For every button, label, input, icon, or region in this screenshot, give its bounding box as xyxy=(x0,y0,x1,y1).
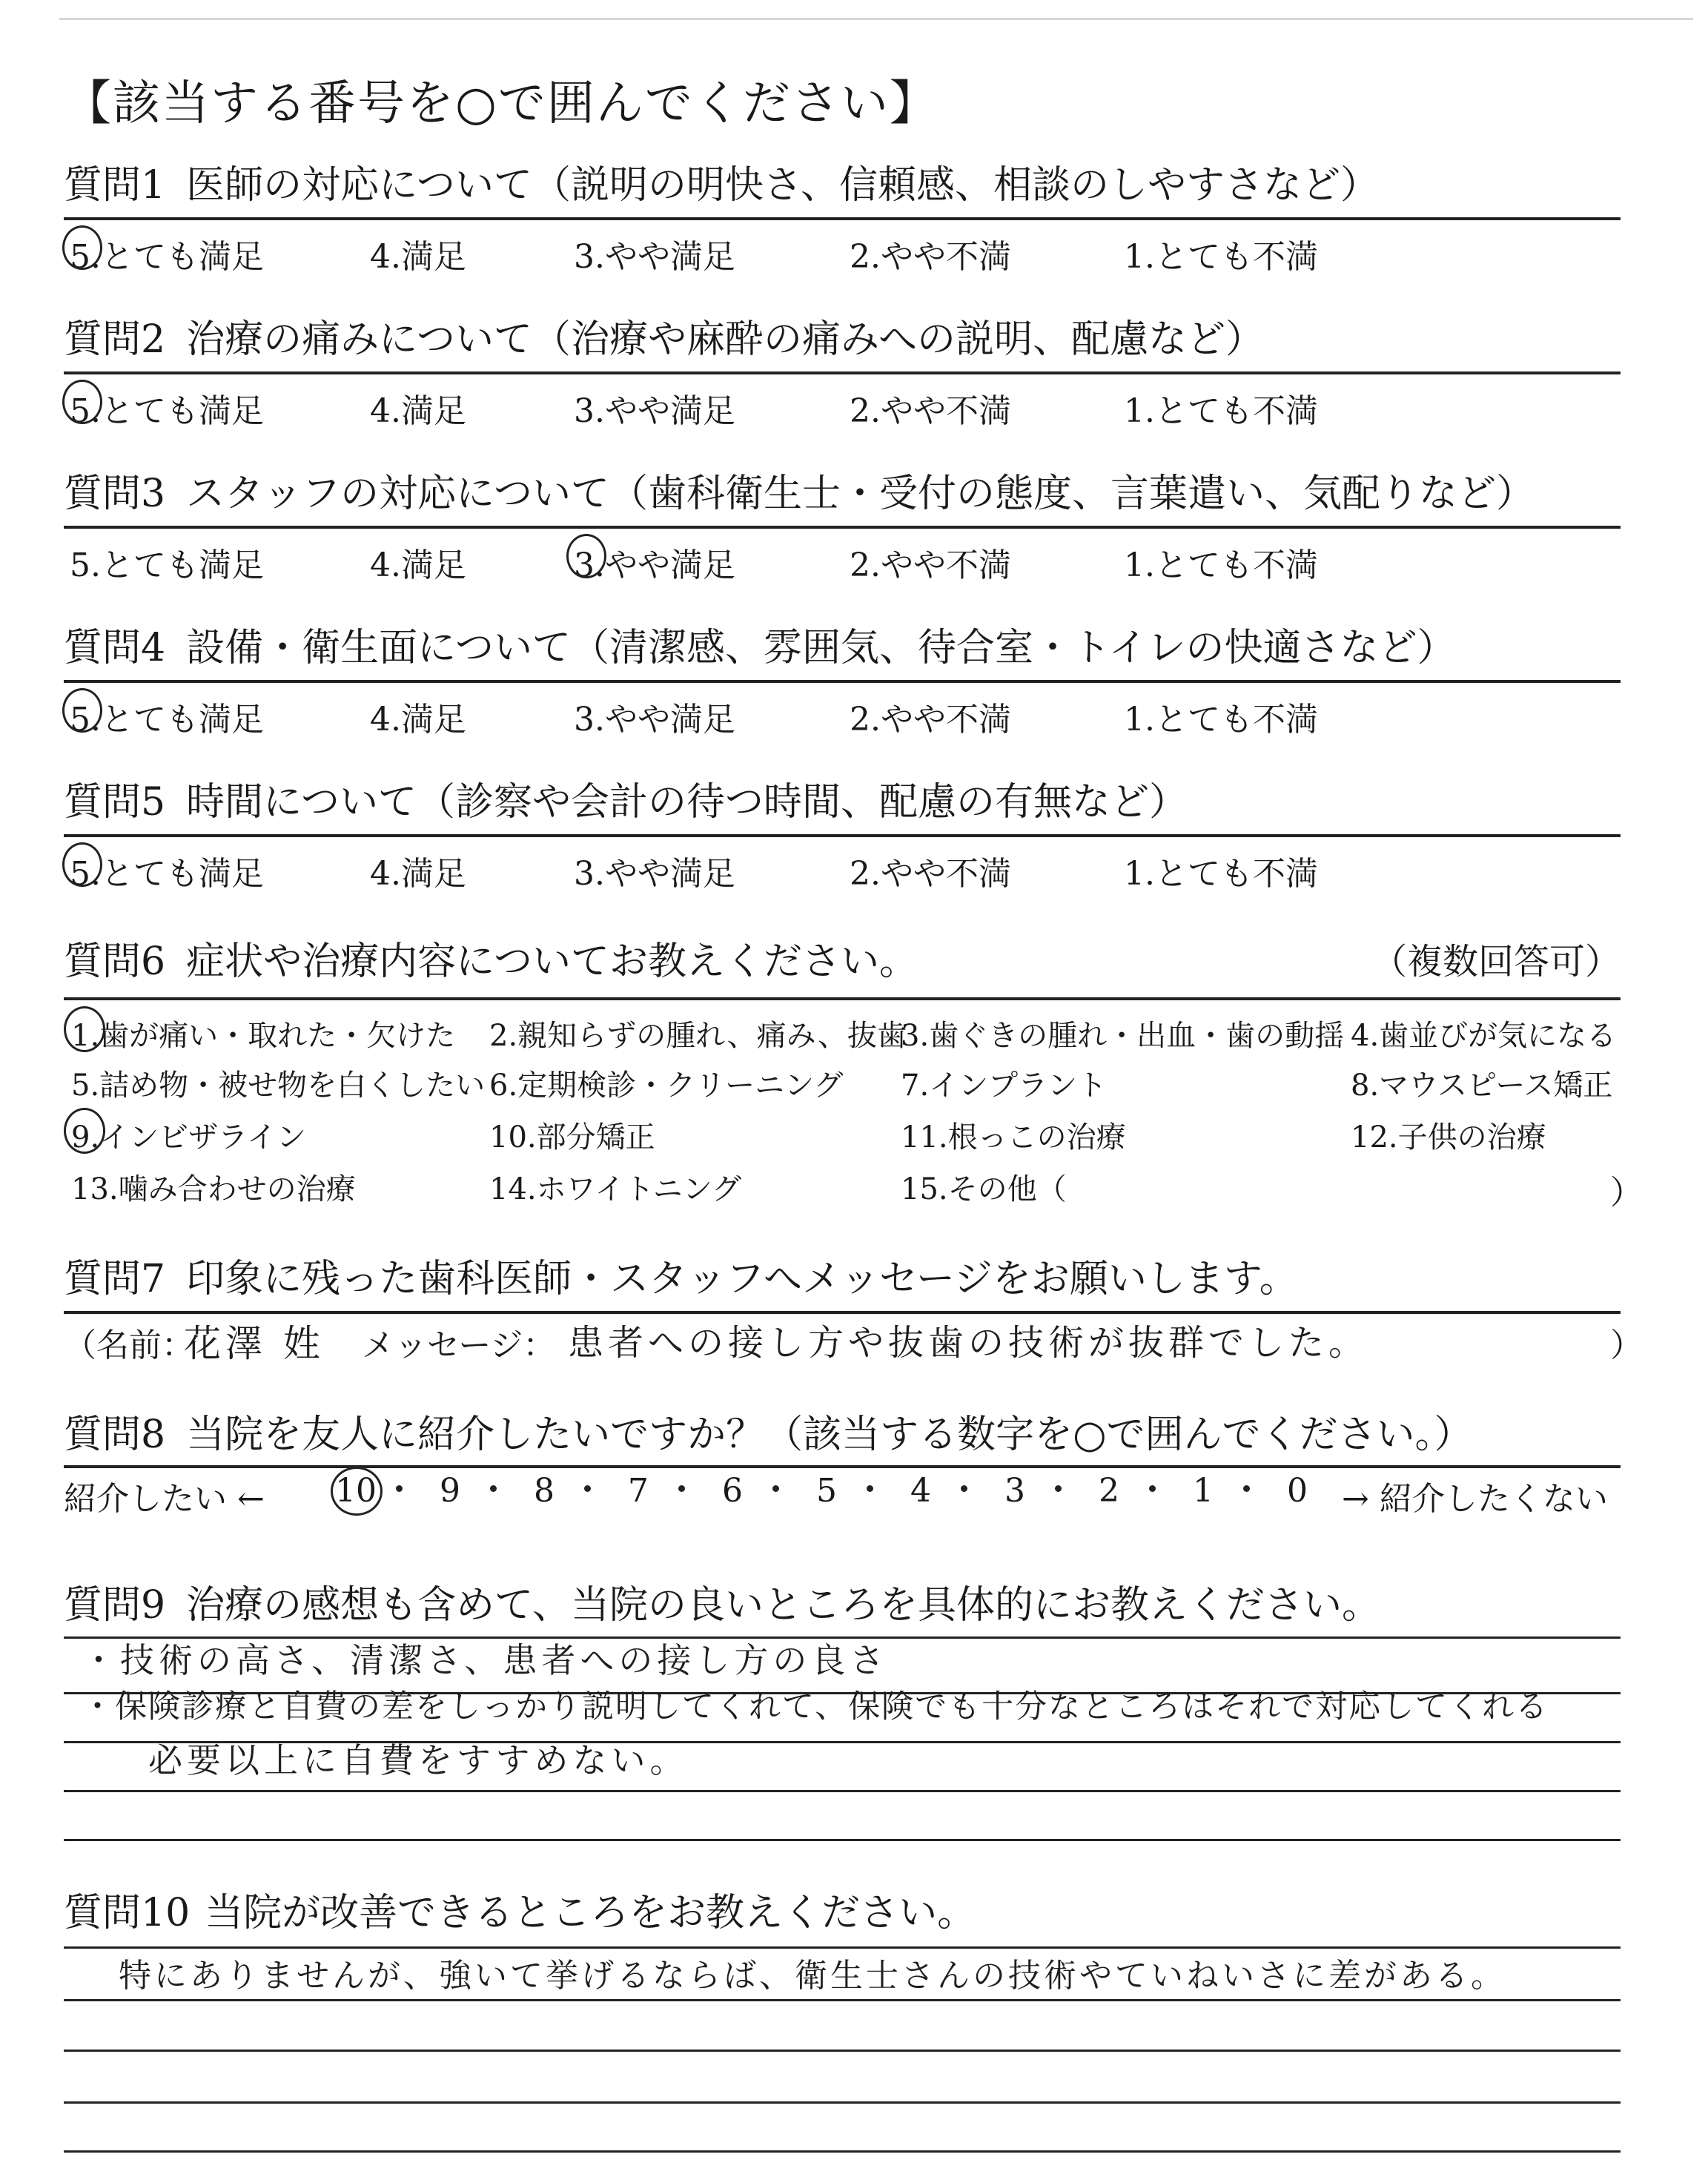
symptom-option-1[interactable]: 1.歯が痛い・取れた・欠けた xyxy=(71,1019,456,1053)
question-6-rule xyxy=(64,997,1621,1000)
question-7 xyxy=(64,1253,1621,1305)
question-3-rule xyxy=(64,526,1621,529)
good-points-line-1[interactable]: ・技術の高さ、清潔さ、患者への接し方の良さ xyxy=(82,1640,889,1680)
question-1 xyxy=(64,159,1621,211)
symptom-option-6[interactable]: 6.定期検診・クリーニング xyxy=(489,1069,844,1103)
rating-option-5[interactable]: 5.とても満足 xyxy=(70,855,264,893)
scale-separator-dot xyxy=(867,1485,873,1492)
question-text: 治療の痛みについて（治療や麻酔の痛みへの説明、配慮など） xyxy=(186,317,1265,362)
rating-option-3[interactable]: 3.やや満足 xyxy=(574,546,735,584)
question-5-rule xyxy=(64,834,1621,837)
rating-option-3[interactable]: 3.やや満足 xyxy=(574,855,735,893)
scale-value-0[interactable]: 0 xyxy=(1287,1472,1308,1510)
selected-circle-mark xyxy=(62,380,102,424)
symptom-option-10[interactable]: 10.部分矯正 xyxy=(489,1120,655,1155)
rating-option-5[interactable]: 5.とても満足 xyxy=(70,392,264,430)
scale-separator-dot xyxy=(678,1485,685,1492)
name-value[interactable]: 花澤 姓 xyxy=(184,1322,325,1365)
question-3 xyxy=(64,468,1621,520)
rating-option-5[interactable]: 5.とても満足 xyxy=(70,701,264,739)
scale-right-label: → 紹介したくない xyxy=(1342,1480,1608,1518)
rating-option-1[interactable]: 1.とても不満 xyxy=(1124,392,1318,430)
selected-circle-mark xyxy=(62,225,102,270)
rating-option-3[interactable]: 3.やや満足 xyxy=(574,701,735,739)
multiple-answers-note: （複数回答可） xyxy=(1371,941,1621,982)
question-4-rule xyxy=(64,680,1621,683)
rating-option-4[interactable]: 4.満足 xyxy=(370,392,466,430)
good-points-line-3[interactable]: 必要以上に自費をすすめない。 xyxy=(148,1740,689,1780)
question-2-rule xyxy=(64,371,1621,374)
answer-rule-line xyxy=(64,2150,1621,2153)
question-10 xyxy=(64,1887,1621,1939)
question-5 xyxy=(64,776,1621,828)
question-number: 質問2 xyxy=(64,317,166,362)
scale-value-1[interactable]: 1 xyxy=(1193,1472,1214,1510)
question-1-rule xyxy=(64,217,1621,220)
selected-circle-mark xyxy=(64,1108,105,1154)
scale-value-10[interactable]: 10 xyxy=(335,1472,377,1510)
question-number: 質問3 xyxy=(64,472,166,516)
scale-value-2[interactable]: 2 xyxy=(1099,1472,1119,1510)
question-text: 時間について（診察や会計の待つ時間、配慮の有無など） xyxy=(186,780,1188,825)
rating-option-2[interactable]: 2.やや不満 xyxy=(850,701,1011,739)
rating-option-1[interactable]: 1.とても不満 xyxy=(1124,238,1318,276)
rating-option-4[interactable]: 4.満足 xyxy=(370,855,466,893)
message-value[interactable]: 患者への接し方や抜歯の技術が抜群でした。 xyxy=(568,1322,1369,1364)
answer-rule-line xyxy=(64,1999,1621,2001)
rating-option-4[interactable]: 4.満足 xyxy=(370,701,466,739)
symptom-option-13[interactable]: 13.噛み合わせの治療 xyxy=(71,1172,356,1206)
rating-option-2[interactable]: 2.やや不満 xyxy=(850,546,1011,584)
symptom-option-3[interactable]: 3.歯ぐきの腫れ・出血・歯の動揺 xyxy=(901,1019,1345,1053)
question-6 xyxy=(64,936,1621,988)
answer-rule-line xyxy=(64,1790,1621,1792)
scale-value-9[interactable]: 9 xyxy=(440,1472,460,1510)
symptom-option-15[interactable]: 15.その他（ xyxy=(901,1172,1067,1206)
question-number: 質問6 xyxy=(64,939,166,984)
selected-circle-mark xyxy=(331,1467,383,1516)
selected-circle-mark xyxy=(566,534,606,578)
scale-separator-dot xyxy=(961,1485,967,1492)
answer-rule-line xyxy=(64,1839,1621,1841)
scale-separator-dot xyxy=(1149,1485,1156,1492)
rating-option-5[interactable]: 5.とても満足 xyxy=(70,238,264,276)
rating-option-5[interactable]: 5.とても満足 xyxy=(70,546,264,584)
symptom-option-8[interactable]: 8.マウスピース矯正 xyxy=(1351,1069,1613,1103)
question-number: 質問4 xyxy=(64,626,166,670)
selected-circle-mark xyxy=(64,1006,105,1052)
question-text: 症状や治療内容についてお教えください。 xyxy=(186,939,918,984)
question-text: 治療の感想も含めて、当院の良いところを具体的にお教えください。 xyxy=(186,1583,1381,1628)
scale-separator-dot xyxy=(584,1485,591,1492)
scale-value-4[interactable]: 4 xyxy=(910,1472,931,1510)
rating-option-2[interactable]: 2.やや不満 xyxy=(850,855,1011,893)
scale-value-8[interactable]: 8 xyxy=(534,1472,555,1510)
answer-rule-line xyxy=(64,2101,1621,2104)
question-number: 質問1 xyxy=(64,163,166,208)
question-text: 設備・衛生面について（清潔感、雰囲気、待合室・トイレの快適さなど） xyxy=(186,626,1456,670)
scale-value-5[interactable]: 5 xyxy=(816,1472,837,1510)
rating-option-1[interactable]: 1.とても不満 xyxy=(1124,701,1318,739)
question-number: 質問10 xyxy=(64,1891,191,1935)
good-points-line-2[interactable]: ・保険診療と自費の差をしっかり説明してくれて、保険でも十分なところはそれで対応してくれる xyxy=(82,1688,1549,1725)
other-close-paren: ） xyxy=(1610,1174,1643,1212)
scale-value-3[interactable]: 3 xyxy=(1004,1472,1025,1510)
improvement-line-1[interactable]: 特にありませんが、強いて挙げるならば、衛生士さんの技術やていねいさに差がある。 xyxy=(119,1957,1506,1995)
scale-value-7[interactable]: 7 xyxy=(628,1472,649,1510)
message-label: メッセージ： xyxy=(362,1327,556,1364)
symptom-option-11[interactable]: 11.根っこの治療 xyxy=(901,1120,1126,1155)
page-top-edge xyxy=(59,18,1693,20)
question-text: 印象に残った歯科医師・スタッフへメッセージをお願いします。 xyxy=(186,1257,1298,1301)
selected-circle-mark xyxy=(62,842,102,887)
page-title: 【該当する番号を○で囲んでください】 xyxy=(64,76,939,131)
question-text: 当院を友人に紹介したいですか？（該当する数字を○で囲んでください。） xyxy=(186,1413,1473,1457)
question-number: 質問5 xyxy=(64,780,166,825)
question-8-rule xyxy=(64,1465,1621,1468)
rating-option-1[interactable]: 1.とても不満 xyxy=(1124,546,1318,584)
symptom-option-9[interactable]: 9.インビザライン xyxy=(71,1120,306,1155)
question-8 xyxy=(64,1409,1621,1461)
scale-value-6[interactable]: 6 xyxy=(722,1472,743,1510)
question-text: 当院が改善できるところをお教えください。 xyxy=(205,1891,976,1935)
symptom-option-14[interactable]: 14.ホワイトニング xyxy=(489,1172,742,1206)
selected-circle-mark xyxy=(62,688,102,733)
question-4 xyxy=(64,622,1621,674)
symptom-option-5[interactable]: 5.詰め物・被せ物を白くしたい xyxy=(71,1069,486,1103)
symptom-option-4[interactable]: 4.歯並びが気になる xyxy=(1351,1019,1617,1053)
symptom-option-7[interactable]: 7.インプラント xyxy=(901,1069,1108,1103)
rating-option-4[interactable]: 4.満足 xyxy=(370,238,466,276)
scale-left-label: 紹介したい ← xyxy=(64,1480,265,1518)
scale-separator-dot xyxy=(396,1485,403,1492)
rating-option-3[interactable]: 3.やや満足 xyxy=(574,392,735,430)
rating-option-2[interactable]: 2.やや不満 xyxy=(850,392,1011,430)
name-label: （名前： xyxy=(64,1327,194,1364)
message-close-paren: ） xyxy=(1610,1327,1643,1364)
rating-option-1[interactable]: 1.とても不満 xyxy=(1124,855,1318,893)
answer-rule-line xyxy=(64,2050,1621,2052)
scale-separator-dot xyxy=(490,1485,497,1492)
question-text: スタッフの対応について（歯科衛生士・受付の態度、言葉遣い、気配りなど） xyxy=(186,472,1535,516)
question-9 xyxy=(64,1579,1621,1631)
rating-option-4[interactable]: 4.満足 xyxy=(370,546,466,584)
rating-option-2[interactable]: 2.やや不満 xyxy=(850,238,1011,276)
scale-separator-dot xyxy=(1243,1485,1250,1492)
scale-separator-dot xyxy=(772,1485,779,1492)
question-text: 医師の対応について（説明の明快さ、信頼感、相談のしやすさなど） xyxy=(186,163,1379,208)
question-2 xyxy=(64,314,1621,366)
symptom-option-2[interactable]: 2.親知らずの腫れ、痛み、抜歯 xyxy=(489,1019,907,1053)
question-number: 質問8 xyxy=(64,1413,166,1457)
scale-separator-dot xyxy=(1055,1485,1062,1492)
question-number: 質問7 xyxy=(64,1257,166,1301)
rating-option-3[interactable]: 3.やや満足 xyxy=(574,238,735,276)
question-number: 質問9 xyxy=(64,1583,166,1628)
symptom-option-12[interactable]: 12.子供の治療 xyxy=(1351,1120,1546,1155)
